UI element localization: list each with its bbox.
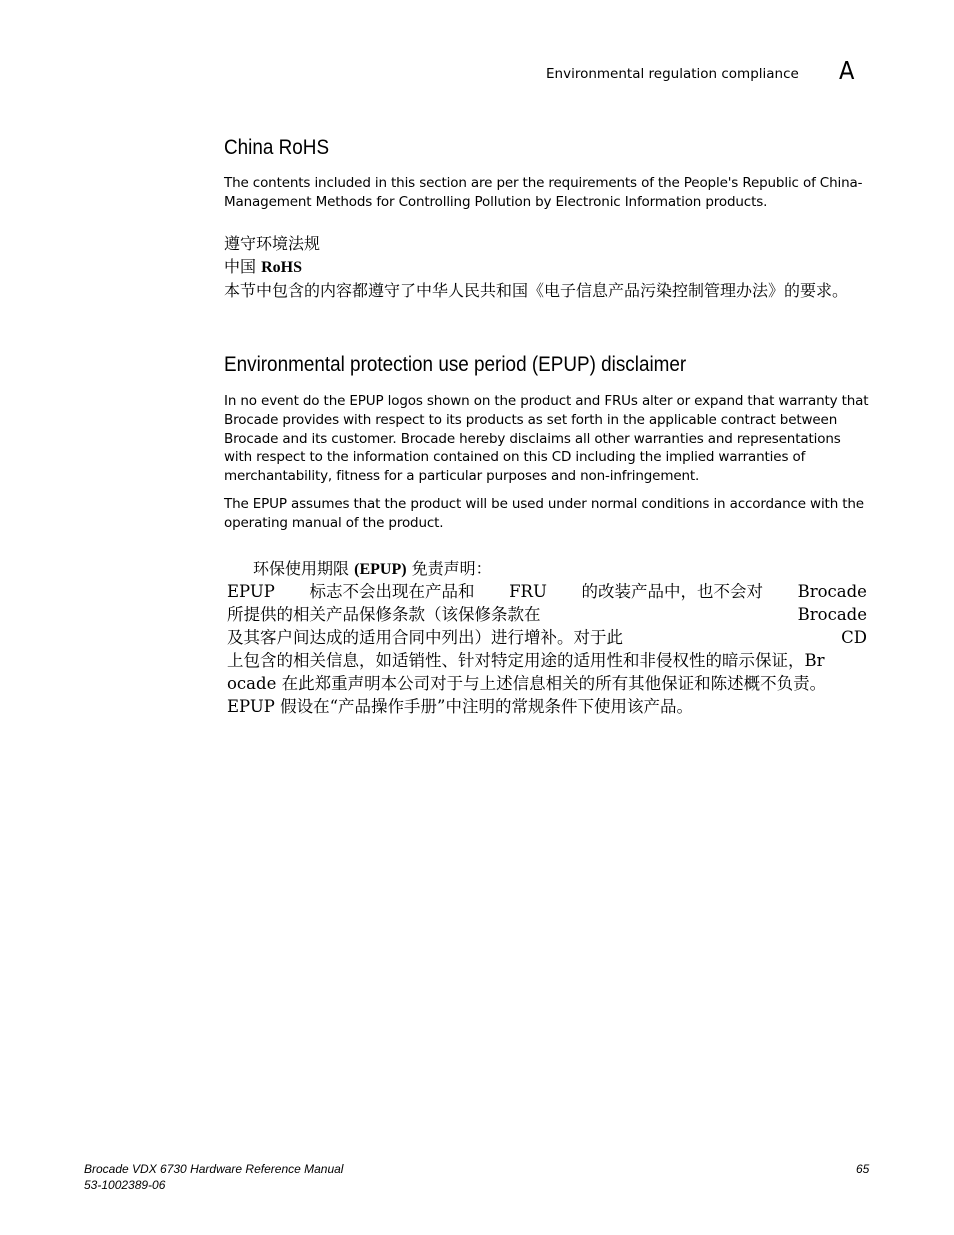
epup-paragraph-2: The EPUP assumes that the product will be used under normal conditions in accordance with the operating manual of the product. [224,496,864,531]
footer-manual-title: Brocade VDX 6730 Hardware Reference Manual [84,1162,344,1176]
cjk-rohs-bold: RoHS [261,259,303,276]
footer-doc-number: 53-1002389-06 [84,1178,166,1192]
cjk-epup-title-prefix: 环保使用期限 [253,559,350,578]
cjk-row-1-part-1: EPUP [227,582,275,601]
cjk-row-2 [227,603,867,626]
cjk-row-3-part-1: 及其客户间达成的适用合同中列出）进行增补。对于此 [227,628,623,647]
footer-page-number: 65 [856,1162,870,1176]
cjk-row-1 [227,580,867,603]
appendix-letter: A [839,56,855,85]
cjk-requirements-text: 本节中包含的内容都遵守了中华人民共和国《电子信息产品污染控制管理办法》的要求。 [224,281,849,300]
epup-paragraph-1: In no event do the EPUP logos shown on the product and FRUs alter or expand that warranty that Brocade provides with respect to its products as set forth in the applicable contract between Brocade and its customer. Brocade hereby disclaims all other warranties and representations with respect to the information contained on this CD including the implied warranties of merchantability, fitness for a particular purposes and non-infringement. [224,393,869,485]
cjk-china-rohs-line [224,255,870,279]
cjk-row-2-part-2: Brocade [797,605,867,624]
china-rohs-cjk-block [224,232,870,302]
epup-heading: Environmental protection use period (EPUP) disclaimer [224,353,687,376]
epup-cjk-block [227,580,867,718]
cjk-epup-title-suffix: 免责声明： [411,559,492,578]
cjk-epup-title-bold: (EPUP) [354,561,407,578]
cjk-row-1-part-5: Brocade [797,582,867,601]
china-rohs-paragraph: The contents included in this section are per the requirements of the People's Republic of China-Management Methods for Controlling Pollution by Electronic Information products. [224,175,863,210]
running-header-title: Environmental regulation compliance [546,66,799,82]
cjk-row-6: EPUP 假设在“产品操作手册”中注明的常规条件下使用该产品。 [227,697,693,716]
cjk-compliance-line: 遵守环境法规 [224,234,321,253]
epup-cjk-title [253,557,899,581]
cjk-row-3-part-2: CD [841,628,867,647]
cjk-row-4: 上包含的相关信息，如适销性、针对特定用途的适用性和非侵权性的暗示保证，Br [227,651,825,670]
cjk-row-3 [227,626,867,649]
cjk-row-2-part-1: 所提供的相关产品保修条款（该保修条款在 [227,605,541,624]
cjk-row-5: ocade 在此郑重声明本公司对于与上述信息相关的所有其他保证和陈述概不负责。 [227,674,827,693]
cjk-row-1-part-4: 的改装产品中，也不会对 [581,582,763,601]
cjk-row-1-part-3: FRU [509,582,547,601]
cjk-row-1-part-2: 标志不会出现在产品和 [309,582,475,601]
cjk-china-prefix: 中国 [224,257,257,276]
china-rohs-heading: China RoHS [224,136,330,159]
